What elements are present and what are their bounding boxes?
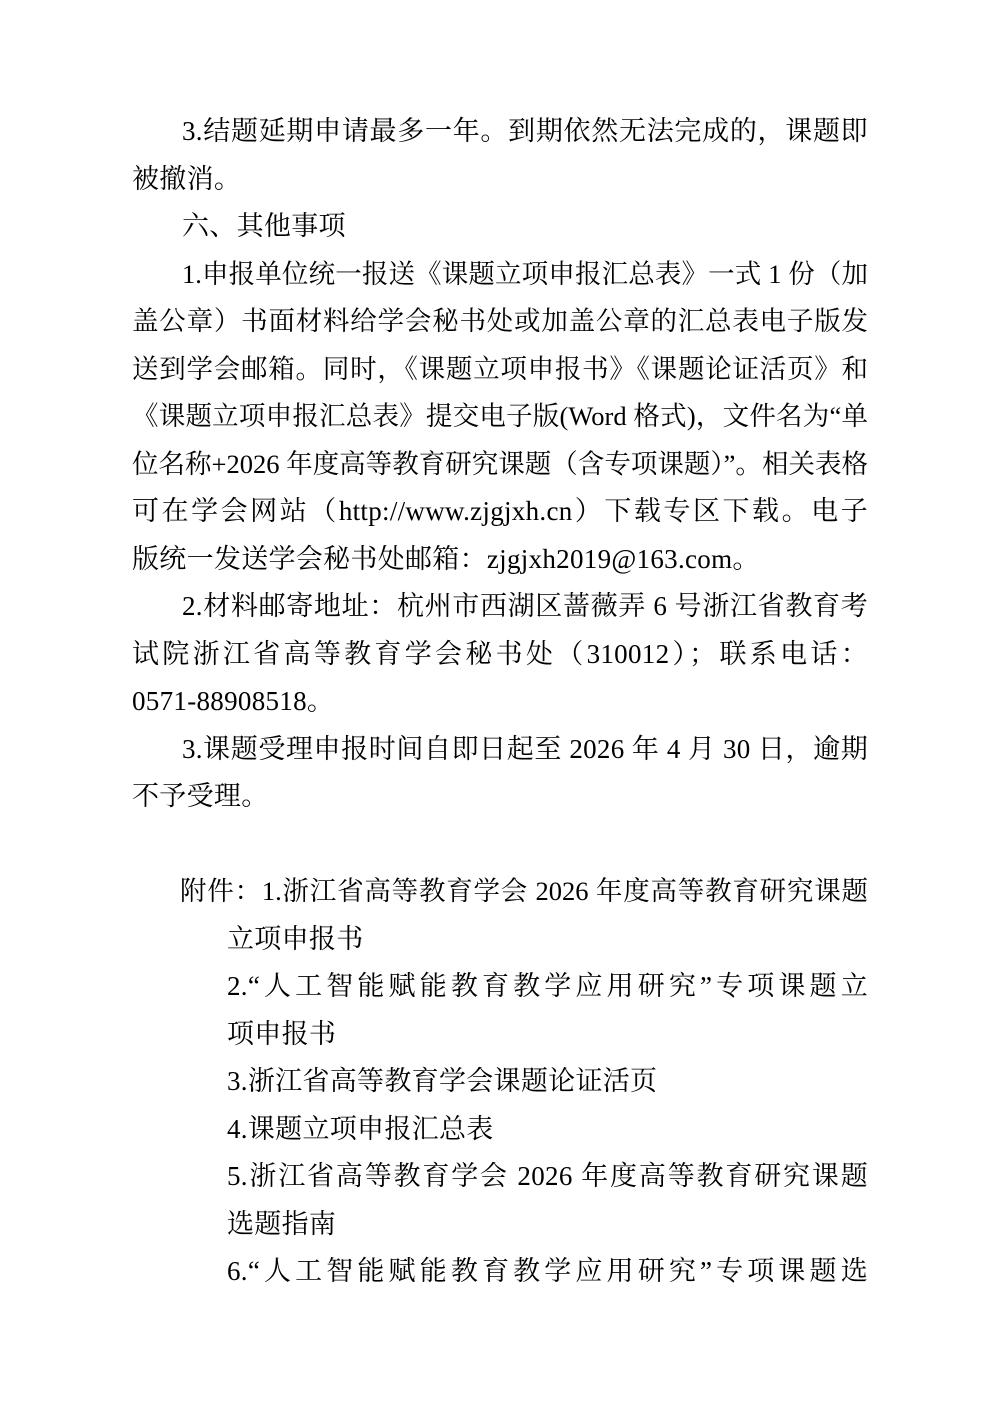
text-line: 版统一发送学会秘书处邮箱：zjgjxh2019@163.com。	[132, 543, 760, 574]
document-body	[132, 108, 868, 1296]
text-line: 不予受理。	[132, 781, 269, 811]
text-line: 盖公章）书面材料给学会秘书处或加盖公章的汇总表电子版发	[132, 306, 868, 336]
text-line: 立项申报书	[227, 923, 364, 954]
text-line: 3.结题延期申请最多一年。到期依然无法完成的，课题即	[182, 116, 868, 146]
text-line: 3.浙江省高等教育学会课题论证活页	[227, 1066, 658, 1096]
text-line: 1.申报单位统一报送《课题立项申报汇总表》一式 1 份（加	[182, 258, 868, 289]
text-line: 5.浙江省高等教育学会 2026 年度高等教育研究课题	[227, 1161, 868, 1191]
text-line: 2.“人工智能赋能教育教学应用研究”专项课题立	[227, 971, 868, 1001]
text-line: 0571-88908518。	[132, 686, 335, 716]
text-line: 《课题立项申报汇总表》提交电子版(Word 格式)，文件名为“单	[132, 401, 868, 431]
text-line: 项申报书	[227, 1018, 337, 1049]
text-line: 2.材料邮寄地址：杭州市西湖区蔷薇弄 6 号浙江省教育考	[182, 591, 868, 621]
text-line: 试院浙江省高等教育学会秘书处（310012）；联系电话：	[132, 638, 868, 669]
text-line: 被撤消。	[132, 163, 242, 194]
text-line: 4.课题立项申报汇总表	[227, 1113, 494, 1144]
text-line: 3.课题受理申报时间自即日起至 2026 年 4 月 30 日，逾期	[182, 733, 868, 764]
text-line: 选题指南	[227, 1208, 337, 1239]
blank-line	[132, 821, 868, 869]
text-line: 位名称+2026 年度高等教育研究课题（含专项课题）”。相关表格	[132, 448, 868, 479]
text-line: 送到学会邮箱。同时，《课题立项申报书》《课题论证活页》和	[132, 353, 868, 384]
text-line: 可在学会网站（http://www.zjgjxh.cn）下载专区下载。电子	[132, 496, 868, 526]
text-line: 6.“人工智能赋能教育教学应用研究”专项课题选	[227, 1256, 868, 1286]
text-line: 六、其他事项	[182, 211, 346, 241]
text-line: 附件：1.浙江省高等教育学会 2026 年度高等教育研究课题	[180, 876, 868, 906]
